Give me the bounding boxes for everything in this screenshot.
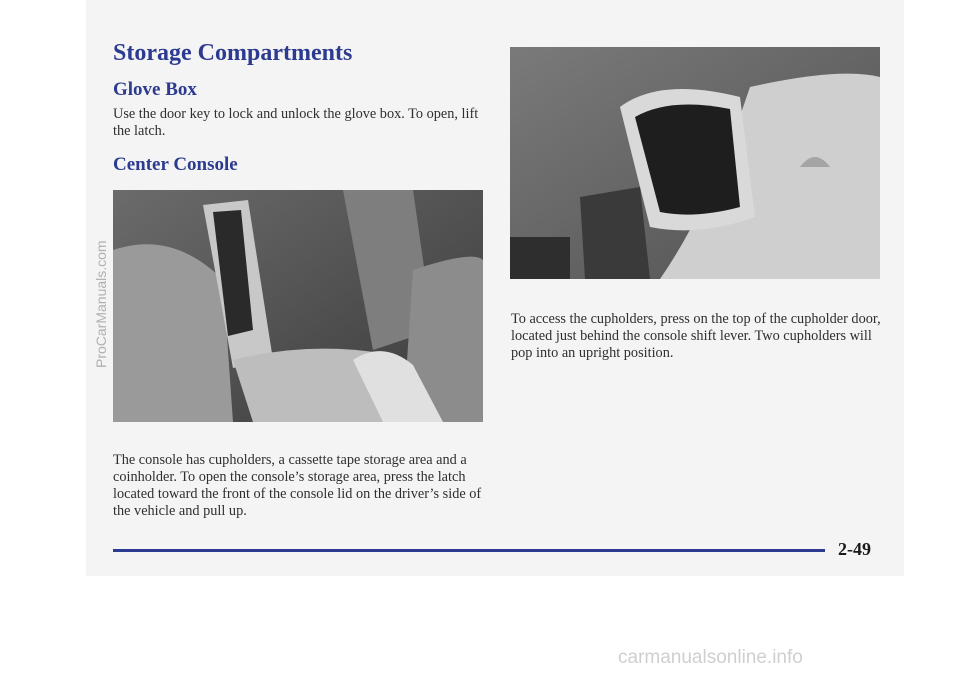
center-console-photo [113, 190, 483, 422]
glove-box-heading: Glove Box [113, 79, 197, 100]
glove-box-text: Use the door key to lock and unlock the glove box. To open, lift the latch. [113, 106, 479, 139]
page-number: 2-49 [838, 539, 871, 559]
side-watermark: ProCarManuals.com [93, 240, 109, 368]
page-title: Storage Compartments [113, 40, 353, 66]
cupholder-text: To access the cupholders, press on the top of the cupholder door, located just behind the console shift lever. Two cupholders will pop into an upright position. [511, 311, 881, 361]
footer-rule [113, 549, 825, 552]
cupholder-photo [510, 47, 880, 279]
center-console-heading: Center Console [113, 154, 238, 175]
center-console-text: The console has cupholders, a cassette tape storage area and a coinholder. To open the console’s storage area, press the latch located toward the front of the console lid on the driver’s side of the vehicle and pull up. [113, 452, 482, 519]
bottom-watermark: carmanualsonline.info [618, 647, 803, 668]
